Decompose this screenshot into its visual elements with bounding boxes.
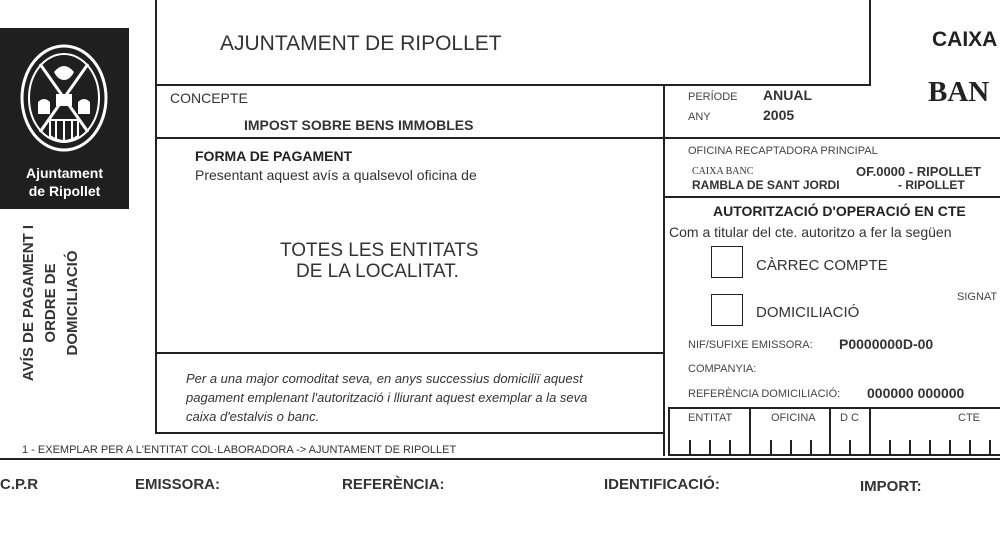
header-bottom-border (155, 84, 871, 86)
nif-value: P0000000D-00 (839, 336, 934, 352)
office-code: OF.0000 - RIPOLLET (856, 164, 981, 179)
coat-of-arms-icon (18, 42, 110, 154)
referencia-label: REFERÈNCIA: (342, 476, 445, 493)
document-type-vertical-title (18, 208, 90, 398)
office-city: - RIPOLLET (898, 178, 965, 192)
nif-label: NIF/SUFIXE EMISSORA: (688, 339, 813, 351)
sidebar-line-2: ORDRE DE (42, 263, 59, 343)
emissora-label: EMISSORA: (135, 476, 221, 493)
header-right-divider (869, 0, 871, 85)
sidebar-line-1: AVÍS DE PAGAMENT I (20, 224, 37, 382)
account-charge-checkbox[interactable] (711, 246, 743, 278)
account-digit-tick (729, 440, 731, 454)
entities-line-1: TOTES LES ENTITATS (280, 240, 479, 261)
direct-debit-checkbox[interactable] (711, 294, 743, 326)
identificacio-label: IDENTIFICACIÓ: (604, 476, 720, 493)
bank-name-top: CAIXA (932, 28, 998, 51)
bank-name-large: BAN (928, 76, 990, 108)
account-grid-div-3 (869, 407, 871, 455)
year-label: ANY (688, 111, 711, 123)
payment-bottom-border (155, 352, 665, 354)
middle-column-divider (663, 84, 665, 456)
year-value: 2005 (763, 107, 795, 123)
office-bottom-border (663, 196, 1000, 198)
account-charge-label: CÀRREC COMPTE (756, 257, 888, 274)
account-digit-tick (810, 440, 812, 454)
period-value: ANUAL (763, 87, 812, 103)
account-digit-tick (689, 440, 691, 454)
concept-bottom-border (155, 137, 1000, 139)
account-grid-left (668, 407, 670, 455)
cte-label: CTE (958, 412, 980, 424)
account-digit-tick (969, 440, 971, 454)
entities-line-2: DE LA LOCALITAT. (296, 261, 459, 282)
period-label: PERÍODE (688, 91, 738, 103)
concept-value: IMPOST SOBRE BENS IMMOBLES (244, 117, 474, 133)
account-grid-top (668, 407, 1000, 409)
sidebar-line-3: DOMICILIACIÓ (64, 250, 81, 356)
account-digit-tick (770, 440, 772, 454)
account-digit-tick (709, 440, 711, 454)
account-digit-tick (889, 440, 891, 454)
account-digit-tick (849, 440, 851, 454)
account-digit-tick (909, 440, 911, 454)
oficina-label: OFICINA (771, 412, 816, 424)
account-digit-tick (790, 440, 792, 454)
entitat-label: ENTITAT (688, 412, 733, 424)
account-digit-tick (949, 440, 951, 454)
office-address: RAMBLA DE SANT JORDI (692, 178, 840, 192)
account-grid-div-2 (829, 407, 831, 455)
cpr-label: C.P.R (0, 476, 39, 493)
account-grid-div-1 (749, 407, 751, 455)
authorization-title: AUTORITZACIÓ D'OPERACIÓ EN CTE (713, 203, 966, 219)
office-label: OFICINA RECAPTADORA PRINCIPAL (688, 145, 878, 157)
reference-value: 000000 000000 (867, 385, 965, 401)
reference-label: REFERÈNCIA DOMICILIACIÓ: (688, 388, 841, 400)
logo-line-2: de Ripollet (28, 183, 101, 199)
copy-destination: 1 - EXEMPLAR PER A L'ENTITAT COL·LABORADORA -> AJUNTAMENT DE RIPOLLET (22, 444, 457, 456)
import-label: IMPORT: (860, 478, 922, 495)
account-digit-tick (989, 440, 991, 454)
payment-text: Presentant aquest avís a qualsevol oficina de (195, 167, 477, 183)
note-line-1: Per a una major comoditat seva, en anys successius domiciliï aquest (186, 371, 583, 386)
frame-left-border (155, 0, 157, 433)
account-grid-bottom (668, 454, 1000, 456)
municipal-logo-panel (0, 28, 129, 209)
note-line-2: pagament emplenant l'autorització i lliurant aquest exemplar a la seva (186, 390, 588, 405)
direct-debit-label: DOMICILIACIÓ (756, 304, 860, 321)
company-label: COMPANYIA: (688, 363, 757, 375)
note-line-3: caixa d'estalvis o banc. (186, 409, 320, 424)
payment-title: FORMA DE PAGAMENT (195, 148, 353, 164)
signature-label: SIGNAT (957, 291, 998, 303)
issuer-title: AJUNTAMENT DE RIPOLLET (220, 32, 502, 55)
dc-label: D C (840, 412, 859, 424)
concept-label: CONCEPTE (170, 90, 248, 106)
office-bank: CAIXA BANC (692, 166, 754, 177)
logo-line-1: Ajuntament (26, 165, 103, 181)
authorization-text: Com a titular del cte. autoritzo a fer la següen (669, 224, 952, 240)
account-digit-tick (929, 440, 931, 454)
footer-divider (0, 458, 1000, 460)
note-bottom-border (155, 432, 665, 434)
